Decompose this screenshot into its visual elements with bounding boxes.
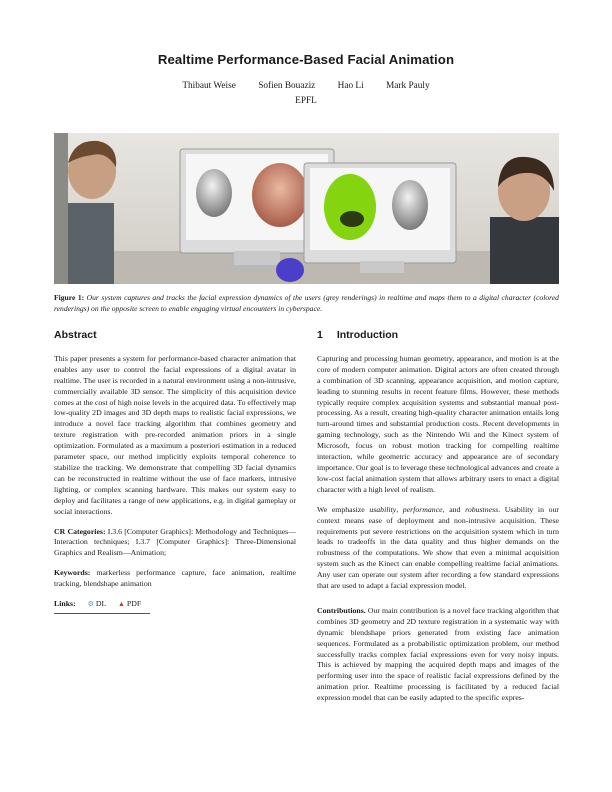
emphasis-performance: performance xyxy=(402,504,443,514)
pdf-icon: ▲ xyxy=(117,600,125,609)
teaser-photo xyxy=(54,133,559,284)
paper-title: Realtime Performance-Based Facial Animation xyxy=(157,52,455,67)
intro-heading xyxy=(317,330,559,341)
right-monitor xyxy=(304,163,456,273)
right-user xyxy=(490,157,559,284)
author-name: Thibaut Weise xyxy=(182,81,236,91)
author-list xyxy=(0,81,612,91)
text-span: , and xyxy=(442,504,466,514)
contributions-label: Contributions. xyxy=(317,605,366,615)
author-name: Hao Li xyxy=(337,81,364,91)
intro-paragraph-2 xyxy=(317,505,559,592)
sensor-device xyxy=(276,258,304,282)
section-number: 1 xyxy=(317,329,323,341)
figure-label: Figure 1: xyxy=(54,293,85,302)
links-label: Links: xyxy=(54,599,76,609)
abstract-heading: Abstract xyxy=(54,329,97,341)
links-row xyxy=(54,599,296,610)
globe-icon: ⚙ xyxy=(87,600,94,609)
emphasis-usability: usability xyxy=(369,504,397,514)
emphasis-robustness: robustness xyxy=(465,504,499,514)
cr-categories-label: CR Categories: xyxy=(54,526,106,536)
author-name: Sofien Bouaziz xyxy=(258,81,316,91)
keywords-label: Keywords: xyxy=(54,568,91,578)
pdf-link[interactable]: PDF xyxy=(126,599,142,609)
cr-categories xyxy=(54,527,296,560)
contributions-text: Our main contribution is a novel face tracking algorithm that combines 3D geometry and 2D texture registration in a systematic way with dynamic blendshape priors generated from existing face animation sequences. Formulated as a probabilistic optimization problem, our method successfully tracks complex facial expressions even for very noisy inputs. This is achieved by mapping the acquired depth maps and images of the performing user into the space of realistic facial expressions defined by the animation prior. Realtime processing is facilitated by a reduced facial expression model that can be easily adapted to the specific expres- xyxy=(317,605,559,703)
author-name: Mark Pauly xyxy=(386,81,430,91)
figure-caption-text: Our system captures and tracks the facial expression dynamics of the users (grey renderings) in realtime and maps them to a digital character (colored renderings) on the opposite screen to enable engaging virtual encounters in cyberspace. xyxy=(54,293,559,313)
text-span: We emphasize xyxy=(317,504,370,514)
affiliation: EPFL xyxy=(295,96,317,106)
text-span: , xyxy=(396,504,403,514)
abstract-text: This paper presents a system for performance-based character animation that enables any user to control the facial expressions of a digital avatar in realtime. The user is recorded in a natural environment using a non-intrusive, commercially available 3D sensor. The simplicity of this acquisition device comes at the cost of high noise levels in the acquired data. To effectively map low-quality 2D images and 3D depth maps to realistic facial expressions, we introduce a novel face tracking algorithm that combines geometry and texture registration with pre-recorded animation priors in a single optimization. Formulated as a maximum a posteriori estimation in a reduced parameter space, our method implicitly exploits temporal coherence to stabilize the tracking. We demonstrate that compelling 3D facial dynamics can be reconstructed in realtime without the use of face markers, intrusive lighting, or complex scanning hardware. This makes our system easy to deploy and facilitates a range of new applications, e.g. in digital gameplay or social interactions. xyxy=(54,353,296,516)
figure-caption xyxy=(54,292,559,314)
left-column xyxy=(54,330,296,614)
keywords-text: markerless performance capture, face animation, realtime tracking, blendshape animation xyxy=(54,568,296,589)
section-title: Introduction xyxy=(336,329,399,341)
contributions-paragraph xyxy=(317,606,559,704)
cr-categories-text: I.3.6 [Computer Graphics]: Methodology and Techniques—Interaction techniques; I.3.7 [Computer Graphics]: Three-Dimensional Graphics and Realism—Animation; xyxy=(54,526,297,558)
keywords xyxy=(54,568,296,590)
text-span: . Usability in our context means ease of deployment and non-intrusive acquisition. These requirements put severe restrictions on the acquisition system which in turn leads to tradeoffs in the data quality and thus higher demands on the robustness of the computations. We show that even a minimal acquisition system such as the Kinect can enable compelling realtime facial animations. Any user can operate our system after recording a few standard expressions that are used to adapt a facial expression model. xyxy=(317,504,560,591)
footnote-rule xyxy=(54,613,150,614)
teaser-figure xyxy=(54,133,559,284)
intro-paragraph-1: Capturing and processing human geometry, appearance, and motion is at the core of modern computer animation. Digital actors are often created through a combination of 3D scanning, appearance acquisition, and motion capture, leading to stunning results in recent feature films. However, these methods typically require complex acquisition systems and substantial manual post-processing. As a result, creating high-quality character animation entails long turn-around times and substantial production costs. Recent developments in gaming technology, such as the Nintendo Wii and the Kinect system of Microsoft, focus on robust motion tracking for compelling realtime interaction, while geometric accuracy and appearance are of secondary importance. Our goal is to leverage these technological advances and create a low-cost facial animation system that allows arbitrary users to enact a digital character with a high level of realism. xyxy=(317,353,559,494)
right-column xyxy=(317,330,559,713)
left-user xyxy=(54,133,116,284)
dl-link[interactable]: DL xyxy=(95,599,107,609)
